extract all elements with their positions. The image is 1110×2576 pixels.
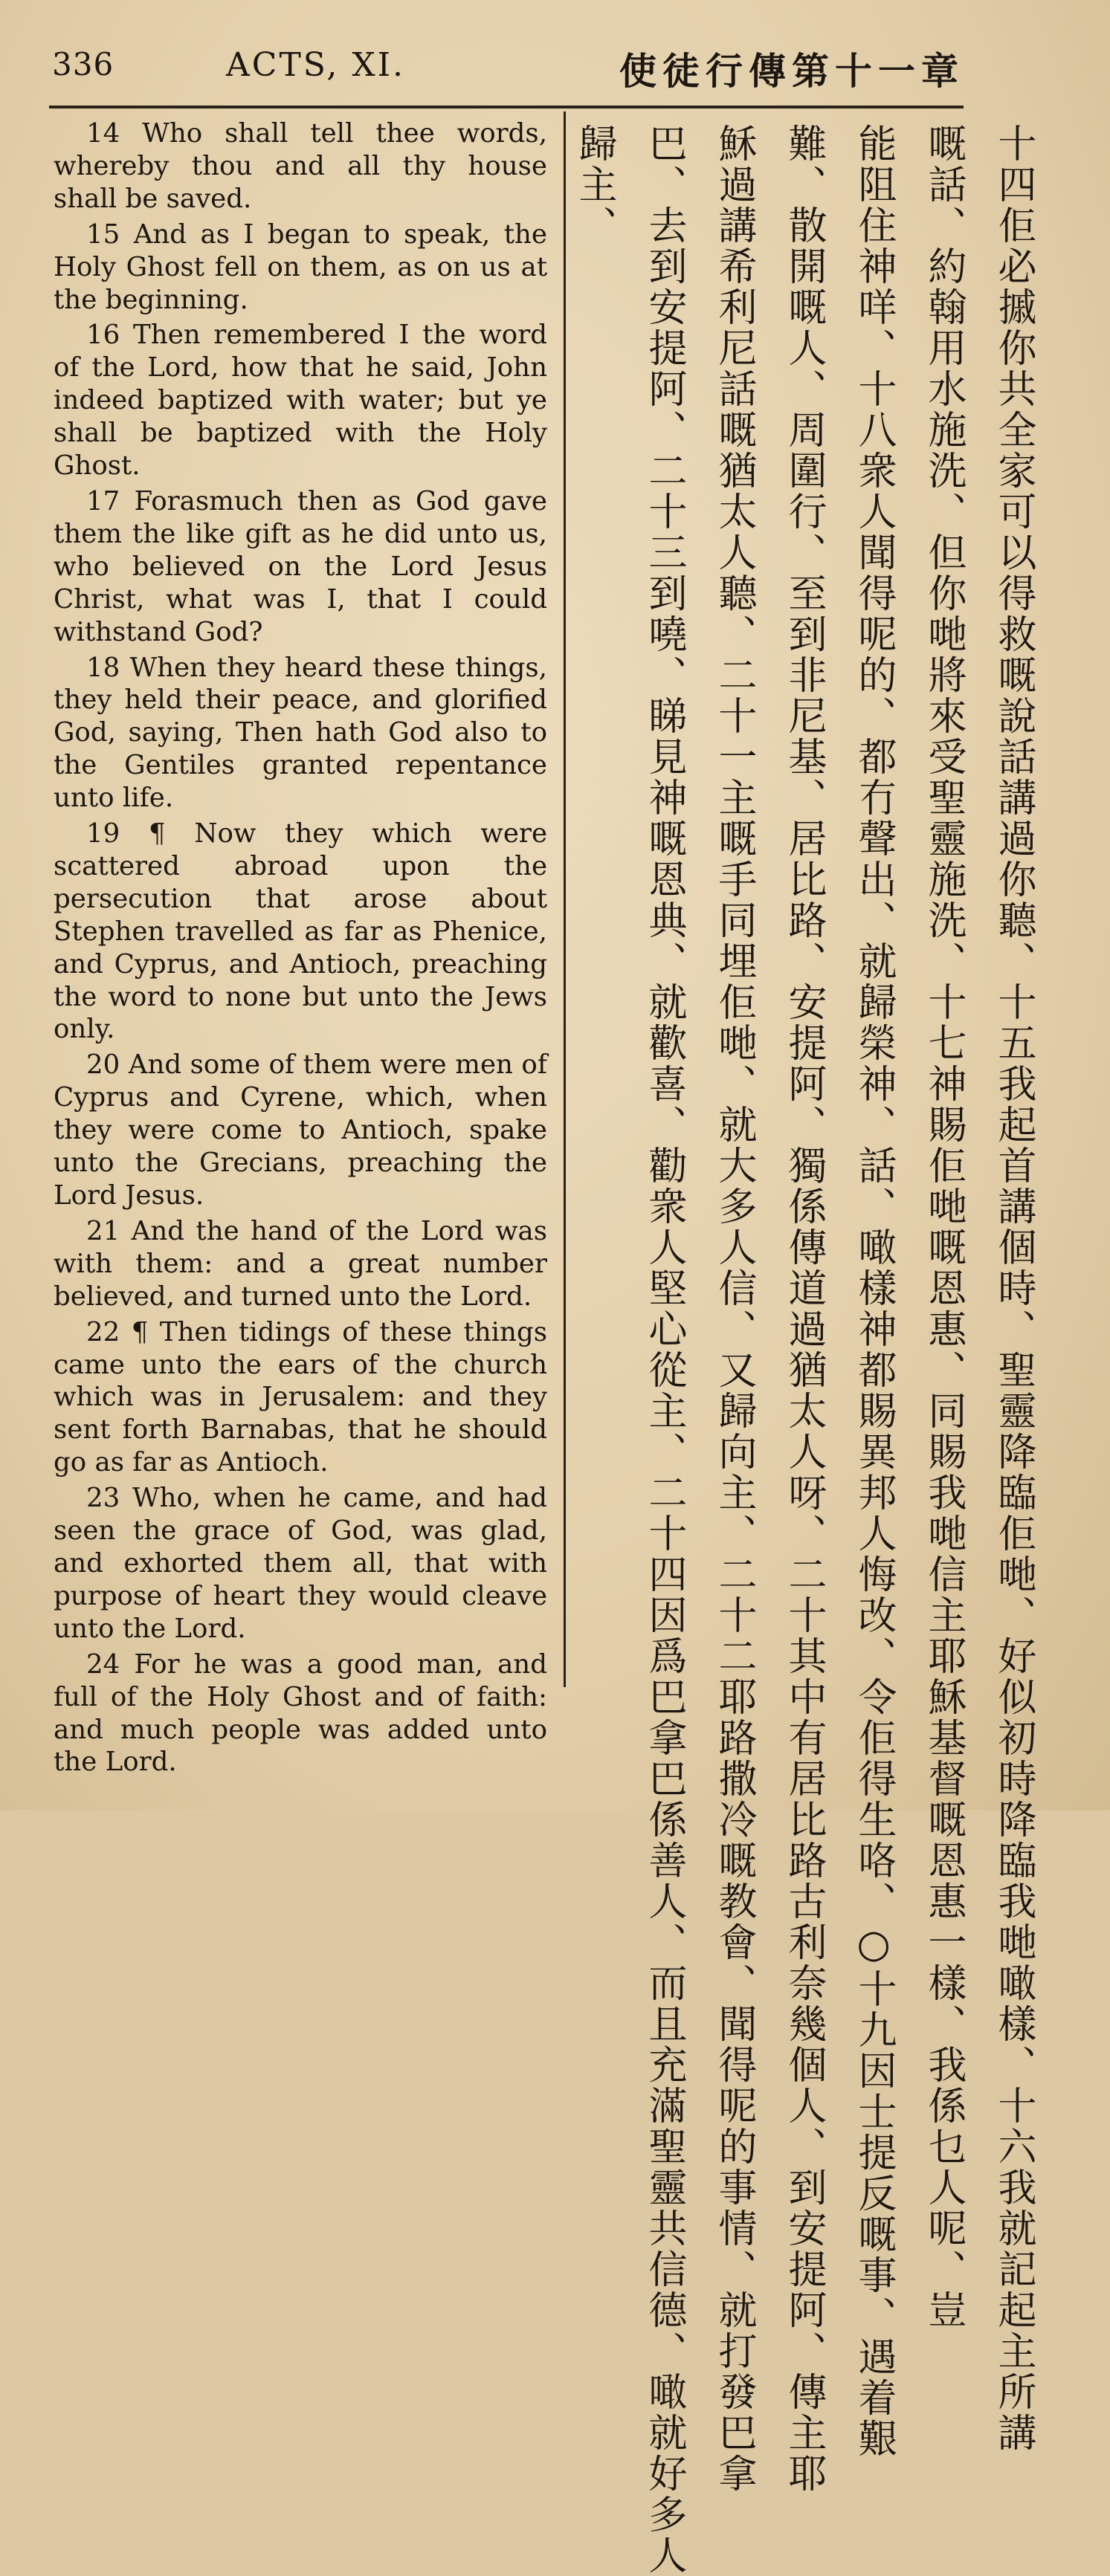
- english-verse: 14 Who shall tell thee words, whereby thou and all thy house shall be saved.: [54, 118, 547, 214]
- chinese-chapter-title: 使徒行傳第十一章: [619, 50, 964, 93]
- english-chapter-title: ACTS, XI.: [226, 46, 406, 84]
- chinese-text-line: 十四佢必摵你共全家可以得救嘅說話講過你聽、十五我起首講個時、聖靈降臨佢哋、好似初時降臨我哋噉樣、十六我就記起主所講: [991, 123, 1036, 2453]
- chinese-text-line: 穌過講希利尼話嘅猶太人聽、二十一主嘅手同埋佢哋、就大多人信、又歸向主、二十二耶路撒冷嘅教會、聞得呢的事情、就打發巴拿: [712, 123, 756, 2494]
- chinese-text-line: 能阻住神咩、十八衆人聞得呢的、都冇聲出、就歸榮神、話、噉樣神都賜異邦人悔改、令佢得生咯、○十九因士提反嘅事、遇着艱: [851, 123, 896, 2459]
- english-verse: 23 Who, when he came, and had seen the grace of God, was glad, and exhorted them all, that with purpose of heart they would cleave unto the Lord.: [54, 1483, 547, 1644]
- chinese-text-line: 難、散開嘅人、周圍行、至到非尼基、居比路、安提阿、獨係傳道過猶太人呀、二十其中有居比路古利奈幾個人、到安提阿、傳主耶: [781, 123, 826, 2494]
- chinese-text-line: 嘅話、約翰用水施洗、但你哋將來受聖靈施洗、十七神賜佢哋嘅恩惠、同賜我哋信主耶穌基督嘅恩惠一樣、我係乜人呢、豈: [921, 123, 966, 2331]
- english-verse: 15 And as I began to speak, the Holy Ghost fell on them, as on us at the beginning.: [54, 219, 547, 315]
- page-number: 336: [52, 46, 114, 82]
- english-verse: 20 And some of them were men of Cyprus and Cyrene, which, when they were come to Antioch, spake unto the Grecians, preaching the Lord Jesus.: [54, 1049, 547, 1211]
- header-rule: [49, 106, 964, 109]
- chinese-text-line: 巴、去到安提阿、二十三到嘵、睇見神嘅恩典、就歡喜、勸衆人堅心從主、二十四因爲巴拿巴係善人、而且充滿聖靈共信德、噉就好多人: [642, 123, 686, 2576]
- page-header: [0, 0, 1110, 104]
- english-verse: 18 When they heard these things, they held their peace, and glorified God, saying, Then hath God also to the Gentiles granted repentance unto life.: [54, 652, 547, 814]
- english-verse: 19 ¶ Now they which were scattered abroad upon the persecution that arose about Stephen travelled as far as Phenice, and Cyprus, and Antioch, preaching the word to none but unto the Jews only.: [54, 818, 547, 1045]
- english-verse: 16 Then remembered I the word of the Lord, how that he said, John indeed baptized with water; but ye shall be baptized with the Holy Ghost.: [54, 320, 547, 482]
- english-text-column: [54, 117, 547, 1778]
- chinese-text-line: 歸主、: [572, 123, 616, 246]
- chinese-text-column: [572, 123, 1048, 2576]
- english-verse: 22 ¶ Then tidings of these things came unto the ears of the church which was in Jerusalem: and they sent forth Barnabas, that he should go as far as Antioch.: [54, 1316, 547, 1478]
- english-verse: 21 And the hand of the Lord was with them: and a great number believed, and turned unto the Lord.: [54, 1215, 547, 1312]
- english-verse: 17 Forasmuch then as God gave them the like gift as he did unto us, who believed on the Lord Jesus Christ, what was I, that I could withstand God?: [54, 485, 547, 647]
- english-verse: 24 For he was a good man, and full of the Holy Ghost and of faith: and much people was added unto the Lord.: [54, 1648, 547, 1778]
